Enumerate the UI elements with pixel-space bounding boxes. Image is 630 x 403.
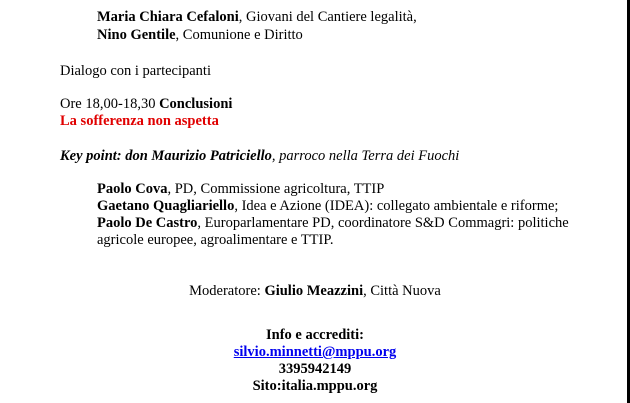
panel-line <box>97 215 569 232</box>
info-site: Sito:italia.mppu.org <box>252 378 378 394</box>
keypoint-role: , parroco nella Terra dei Fuochi <box>271 148 460 164</box>
moderator-line <box>0 283 630 300</box>
moderator-org: , Città Nuova <box>363 283 441 299</box>
speaker-line <box>97 27 303 44</box>
speaker-role: Giovani del Cantiere legalità, <box>246 9 417 25</box>
conclusions-subtitle: La sofferenza non aspetta <box>60 113 219 129</box>
panel-role: , PD, Commissione agricoltura, TTIP <box>167 181 385 197</box>
info-title: Info e accrediti: <box>266 327 364 343</box>
email-link[interactable]: silvio.minnetti@mppu.org <box>233 344 397 360</box>
panel-line <box>97 198 558 215</box>
conclusions-label: Conclusioni <box>159 96 233 112</box>
speaker-name: Nino Gentile <box>97 27 176 43</box>
moderator-label: Moderatore: <box>189 283 265 299</box>
panel-role: , Idea e Azione (IDEA): collegato ambientale e riforme; <box>234 198 559 214</box>
info-email-row <box>0 344 630 361</box>
keypoint-line <box>60 148 459 165</box>
keypoint-label: Key point: don Maurizio Patriciello <box>60 148 272 164</box>
speaker-separator: , <box>238 9 247 25</box>
speaker-role: Comunione e Diritto <box>182 27 303 43</box>
speaker-separator: , <box>175 27 183 43</box>
dialogue-text: Dialogo con i partecipanti <box>60 63 211 79</box>
conclusions-line <box>60 96 232 113</box>
panel-name: Paolo Cova <box>97 181 168 197</box>
panel-name: Paolo De Castro <box>97 215 198 231</box>
info-phone: 3395942149 <box>278 361 352 377</box>
conclusions-time: Ore 18,00-18,30 <box>60 96 160 112</box>
panel-role: , Europarlamentare PD, coordinatore S&D Commagri: politiche <box>197 215 569 231</box>
panel-name: Gaetano Quagliariello <box>97 198 235 214</box>
speaker-name: Maria Chiara Cefaloni <box>97 9 239 25</box>
panel-line <box>97 181 384 198</box>
panel-role-continued: agricole europee, agroalimentare e TTIP. <box>97 232 334 248</box>
speaker-line <box>97 9 417 26</box>
moderator-name: Giulio Meazzini <box>264 283 364 299</box>
